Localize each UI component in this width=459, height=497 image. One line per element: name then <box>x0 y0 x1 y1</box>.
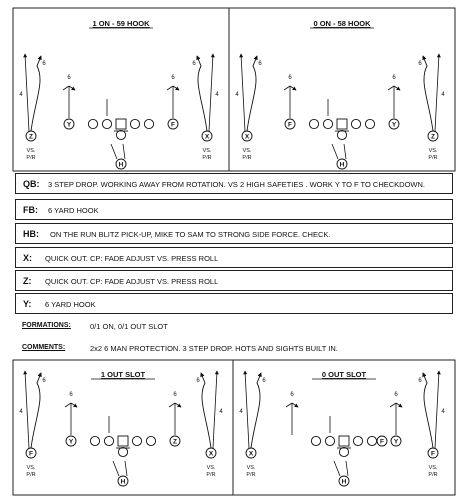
lineman-circle <box>90 436 99 445</box>
depth-label: 6 <box>262 378 266 384</box>
lineman-circle <box>311 436 320 445</box>
play-diagram-3 <box>19 370 223 486</box>
halfback-label: H <box>341 478 347 486</box>
depth-label: 4 <box>219 409 223 415</box>
coverage-note: P/R <box>246 472 256 478</box>
coverage-note: P/R <box>242 155 252 161</box>
route-label: 6 <box>290 392 294 398</box>
route-label: 6 <box>69 392 73 398</box>
receiver-outside-left-label: X <box>248 450 254 458</box>
lineman-circle <box>144 119 153 128</box>
outside-route <box>31 56 41 131</box>
coverage-note: VS. <box>246 465 256 471</box>
coverage-note: P/R <box>26 155 36 161</box>
receiver-outside-right-label: Z <box>431 133 435 141</box>
coverage-note: VS. <box>428 465 438 471</box>
receiver-slot-right-label: F <box>171 121 175 129</box>
assignment-row-qb <box>15 173 453 194</box>
coverage-note: P/R <box>428 472 438 478</box>
depth-label: 4 <box>19 92 23 98</box>
assignment-text: ON THE RUN BLITZ PICK-UP, MIKE TO SAM TO STRONG SIDE FORCE. CHECK. <box>50 230 331 239</box>
outside-route <box>201 373 211 448</box>
assignment-text: QUICK OUT. CP: FADE ADJUST VS. PRESS ROLL <box>45 254 219 263</box>
lineman-circle <box>132 436 141 445</box>
receiver-outside-left-label: Z <box>29 133 33 141</box>
qb-circle <box>339 447 348 456</box>
coverage-note: P/R <box>428 155 438 161</box>
assignment-text: 6 YARD HOOK <box>45 300 96 309</box>
lineman-circle <box>351 119 360 128</box>
formations-label: FORMATIONS: <box>22 322 71 329</box>
assignment-text: 6 YARD HOOK <box>48 206 99 215</box>
lineman-circle <box>365 119 374 128</box>
route-label: 6 <box>288 75 292 81</box>
lineman-circle <box>309 119 318 128</box>
halfback-route <box>332 144 346 159</box>
play-diagram-2 <box>235 19 445 169</box>
depth-label: 6 <box>418 61 422 67</box>
assignment-row-hb <box>15 223 453 244</box>
route-label: 6 <box>394 392 398 398</box>
vertical-route <box>25 371 29 448</box>
vertical-route <box>209 54 213 131</box>
qb-circle <box>337 130 346 139</box>
lineman-circle <box>88 119 97 128</box>
assignment-row-y <box>15 293 453 314</box>
vertical-route <box>245 371 249 448</box>
center-square <box>116 119 126 129</box>
receiver-slot-right-label: Y <box>393 438 399 446</box>
depth-label: 6 <box>42 61 46 67</box>
diagram-title: 0 ON - 58 HOOK <box>313 19 371 28</box>
halfback-route <box>334 461 348 476</box>
halfback-route <box>111 144 125 159</box>
receiver-slot-inner-label: F <box>380 438 384 446</box>
lineman-circle <box>102 119 111 128</box>
position-label: FB: <box>23 205 38 215</box>
receiver-outside-right-label: F <box>431 450 435 458</box>
vertical-route <box>25 54 29 131</box>
depth-label: 4 <box>215 92 219 98</box>
depth-label: 6 <box>192 61 196 67</box>
assignment-row-x <box>15 247 453 268</box>
depth-label: 6 <box>418 378 422 384</box>
lineman-circle <box>146 436 155 445</box>
center-square <box>118 436 128 446</box>
receiver-slot-left-label: Y <box>68 438 74 446</box>
receiver-outside-left-label: X <box>244 133 250 141</box>
lineman-circle <box>325 436 334 445</box>
center-square <box>337 119 347 129</box>
receiver-outside-left-label: F <box>29 450 33 458</box>
depth-label: 4 <box>19 409 23 415</box>
assignment-row-z <box>15 270 453 291</box>
route-label: 6 <box>392 75 396 81</box>
position-label: HB: <box>23 229 39 239</box>
depth-label: 4 <box>441 409 445 415</box>
diagram-title: 1 ON - 59 HOOK <box>92 19 150 28</box>
coverage-note: VS. <box>26 148 36 154</box>
lineman-circle <box>367 436 376 445</box>
halfback-label: H <box>120 478 126 486</box>
position-label: X: <box>23 253 32 263</box>
outside-route <box>423 373 433 448</box>
receiver-outside-right-label: X <box>204 133 210 141</box>
qb-circle <box>116 130 125 139</box>
lineman-circle <box>104 436 113 445</box>
outside-route <box>251 373 261 448</box>
diagram-title: 1 OUT SLOT <box>100 370 146 379</box>
route-label: 6 <box>171 75 175 81</box>
route-label: 6 <box>67 75 71 81</box>
coverage-note: P/R <box>202 155 212 161</box>
coverage-note: P/R <box>206 472 216 478</box>
formations-text: 0/1 ON, 0/1 OUT SLOT <box>90 322 168 331</box>
coverage-note: VS. <box>26 465 36 471</box>
play-diagram-1 <box>19 19 219 169</box>
comments-label: COMMENTS: <box>22 344 66 351</box>
position-label: Z: <box>23 276 32 286</box>
outside-route <box>197 56 207 131</box>
outside-route <box>423 56 433 131</box>
lineman-circle <box>353 436 362 445</box>
center-square <box>339 436 349 446</box>
route-label: 6 <box>173 392 177 398</box>
receiver-slot-right-label: Z <box>173 438 177 446</box>
outside-route <box>247 56 257 131</box>
lineman-circle <box>323 119 332 128</box>
coverage-note: VS. <box>428 148 438 154</box>
depth-label: 6 <box>258 61 262 67</box>
diagram-title: 0 OUT SLOT <box>321 370 367 379</box>
depth-label: 6 <box>42 378 46 384</box>
position-label: Y: <box>23 299 32 309</box>
comments-text: 2x2 6 MAN PROTECTION. 3 STEP DROP. HOTS AND SIGHTS BUILT IN. <box>90 344 338 353</box>
assignment-text: 3 STEP DROP. WORKING AWAY FROM ROTATION. VS 2 HIGH SAFETIES . WORK Y TO F TO CHECKDOWN. <box>48 180 426 189</box>
depth-label: 4 <box>239 409 243 415</box>
receiver-slot-right-label: Y <box>391 121 397 129</box>
receiver-slot-left-label: F <box>288 121 292 129</box>
depth-label: 4 <box>235 92 239 98</box>
coverage-note: VS. <box>206 465 216 471</box>
vertical-route <box>213 371 217 448</box>
outside-route <box>31 373 41 448</box>
formations-row <box>15 316 453 337</box>
vertical-route <box>435 54 439 131</box>
position-label: QB: <box>23 179 40 189</box>
play-diagram-4 <box>239 370 445 486</box>
depth-label: 4 <box>441 92 445 98</box>
halfback-label: H <box>118 161 124 169</box>
bottom-diagrams-frame <box>13 360 455 495</box>
coverage-note: VS. <box>242 148 252 154</box>
qb-circle <box>118 447 127 456</box>
halfback-label: H <box>339 161 345 169</box>
assignment-text: QUICK OUT. CP: FADE ADJUST VS. PRESS ROLL <box>45 277 219 286</box>
coverage-note: P/R <box>26 472 36 478</box>
coverage-note: VS. <box>202 148 212 154</box>
halfback-route <box>113 461 127 476</box>
depth-label: 6 <box>196 378 200 384</box>
receiver-slot-left-label: Y <box>66 121 72 129</box>
vertical-route <box>435 371 439 448</box>
comments-row <box>15 338 453 359</box>
lineman-circle <box>130 119 139 128</box>
assignment-row-fb <box>15 199 453 220</box>
vertical-route <box>241 54 245 131</box>
receiver-outside-right-label: X <box>208 450 214 458</box>
